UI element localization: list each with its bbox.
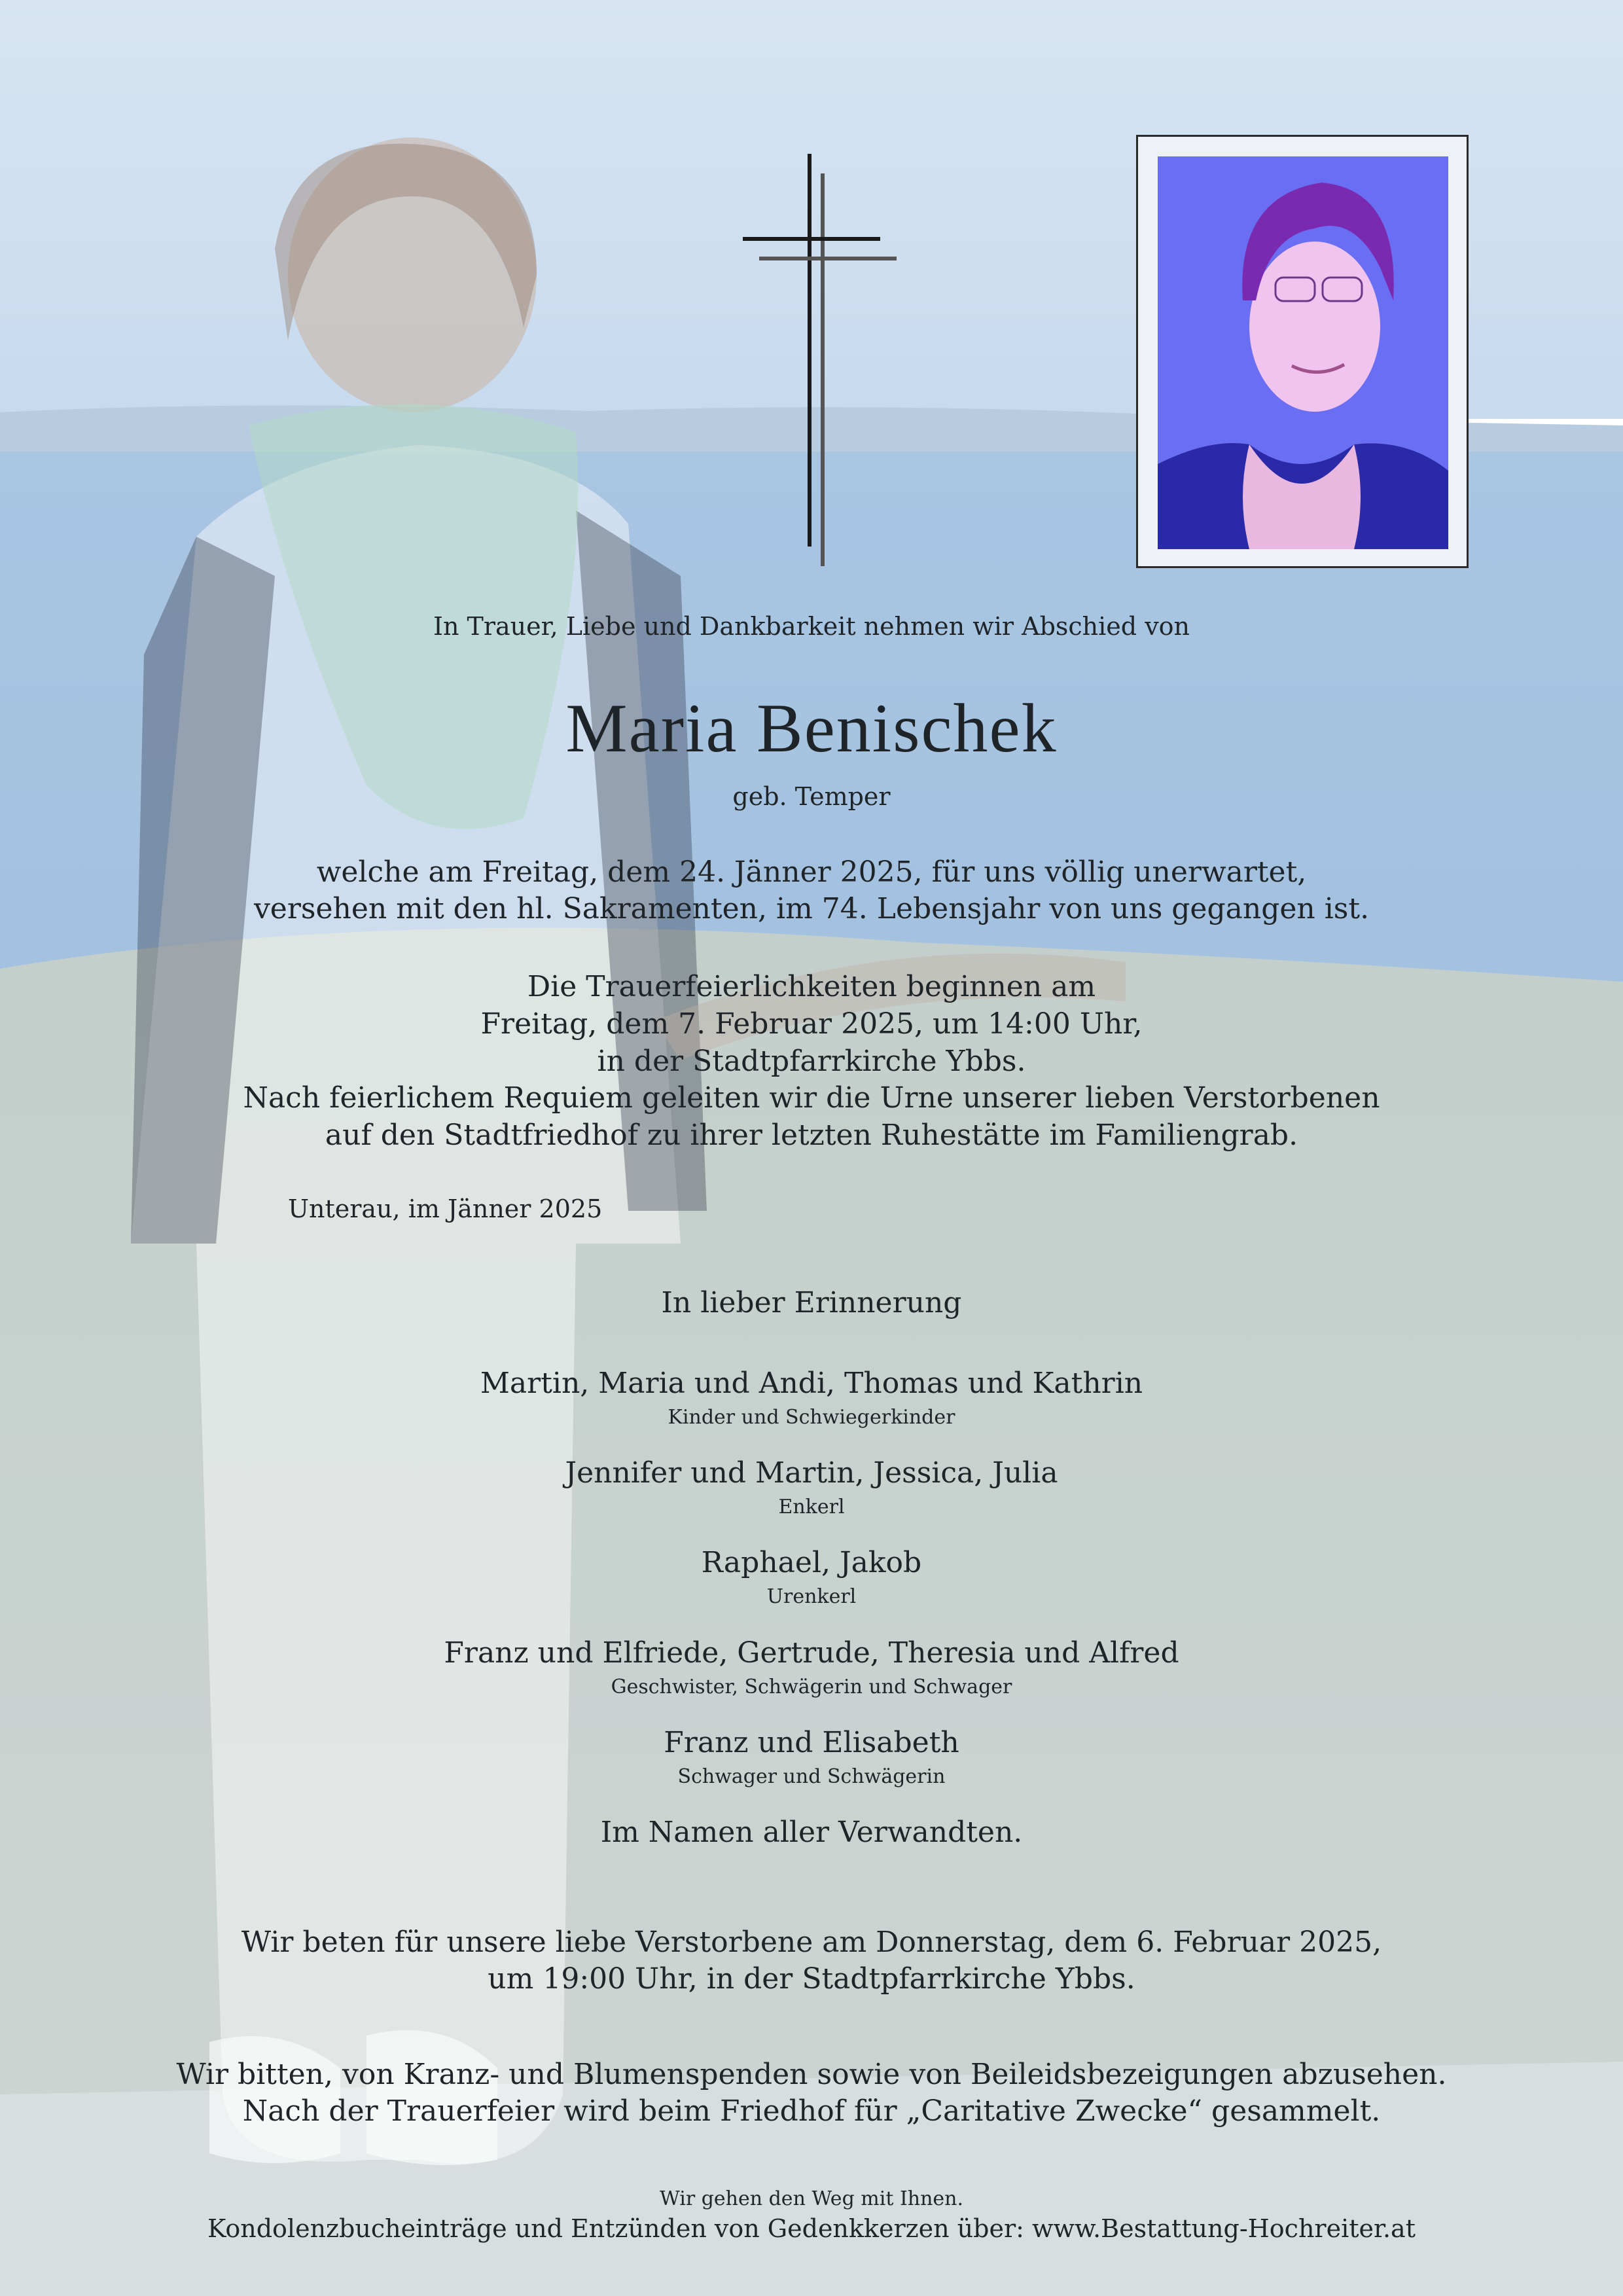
ceremony-line-5: auf den Stadtfriedhof zu ihrer letzten Ruhestätte im Familiengrab. [325, 1119, 1298, 1152]
prayer-line-1: Wir beten für unsere liebe Verstorbene am Donnerstag, dem 6. Februar 2025, [241, 1926, 1382, 1959]
ceremony-line-4: Nach feierlichem Requiem geleiten wir die Urne unserer lieben Verstorbenen [243, 1081, 1380, 1115]
birth-name: geb. Temper [732, 782, 891, 811]
ceremony-line-3: in der Stadtpfarrkirche Ybbs. [597, 1045, 1026, 1078]
footer-motto: Wir gehen den Weg mit Ihnen. [659, 2187, 964, 2210]
family-names: Jennifer und Martin, Jessica, Julia [565, 1456, 1058, 1490]
family-relation: Geschwister, Schwägerin und Schwager [611, 1676, 1012, 1698]
family-relation: Enkerl [778, 1496, 845, 1518]
family-relation: Kinder und Schwiegerkinder [668, 1406, 955, 1429]
family-names: Franz und Elfriede, Gertrude, Theresia und Alfred [444, 1636, 1179, 1670]
prayer-line-2: um 19:00 Uhr, in der Stadtpfarrkirche Ybbs. [488, 1962, 1135, 1996]
family-relation: Urenkerl [766, 1585, 857, 1608]
family-relation: Schwager und Schwägerin [677, 1765, 946, 1788]
family-names: Raphael, Jakob [701, 1546, 922, 1579]
death-line-2: versehen mit den hl. Sakramenten, im 74. Lebensjahr von uns gegangen ist. [253, 892, 1370, 925]
place-date: Unterau, im Jänner 2025 [288, 1194, 603, 1223]
ceremony-line-1: Die Trauerfeierlichkeiten beginnen am [527, 970, 1096, 1003]
relatives-line: Im Namen aller Verwandten. [600, 1816, 1023, 1849]
deceased-name: Maria Benischek [565, 690, 1058, 766]
remembrance-heading: In lieber Erinnerung [661, 1286, 962, 1319]
cross-icon [740, 151, 897, 569]
portrait-photo [1158, 156, 1448, 549]
intro-text: In Trauer, Liebe und Dankbarkeit nehmen wir Abschied von [433, 612, 1190, 641]
family-names: Martin, Maria und Andi, Thomas und Kathrin [480, 1367, 1143, 1400]
ceremony-line-2: Freitag, dem 7. Februar 2025, um 14:00 Uhr, [480, 1007, 1143, 1041]
request-line-1: Wir bitten, von Kranz- und Blumenspenden sowie von Beileidsbezeigungen abzusehen. [176, 2058, 1447, 2091]
portrait-frame [1136, 135, 1469, 568]
footer-condolence-link[interactable]: Kondolenzbucheinträge und Entzünden von Gedenkkerzen über: www.Bestattung-Hochreiter.at [207, 2214, 1416, 2243]
death-line-1: welche am Freitag, dem 24. Jänner 2025, für uns völlig unerwartet, [316, 855, 1307, 889]
request-line-2: Nach der Trauerfeier wird beim Friedhof für „Caritative Zwecke“ gesammelt. [242, 2094, 1381, 2128]
family-names: Franz und Elisabeth [664, 1726, 959, 1759]
